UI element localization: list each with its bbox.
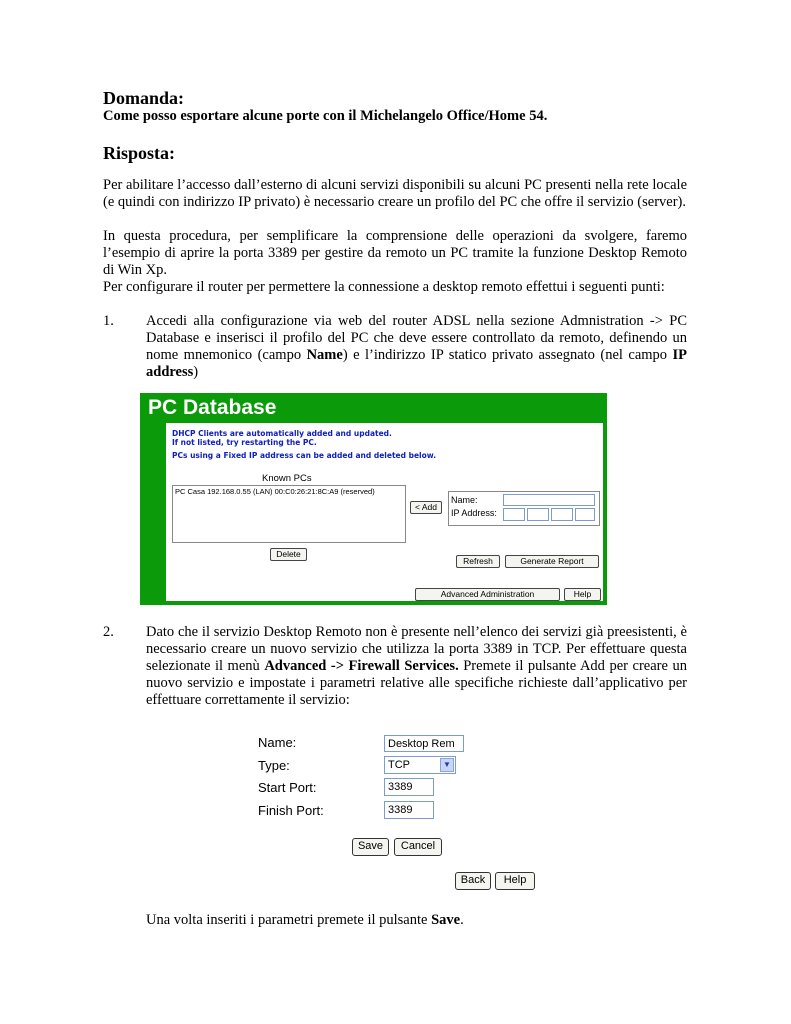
fw-name-label: Name: (258, 735, 297, 750)
closing-text: Una volta inseriti i parametri premete il pulsante Save. (146, 912, 464, 928)
answer-paragraph-1: Per abilitare l’accesso dall’esterno di alcuni servizi disponibili su alcuni PC presenti nella rete locale (e quindi con indirizzo IP privato) è necessario creare un profilo del PC che offre il servizio (server). (103, 177, 687, 210)
question-text: Come posso esportare alcune porte con il Michelangelo Office/Home 54. (103, 108, 548, 124)
pc-entry-box (448, 491, 600, 526)
step-1-number: 1. (103, 313, 114, 329)
save-button[interactable]: Save (352, 838, 389, 856)
answer-heading: Risposta: (103, 143, 176, 163)
pc-database-title: PC Database (148, 396, 277, 419)
delete-button[interactable]: Delete (270, 548, 307, 561)
question-heading: Domanda: (103, 88, 185, 108)
step-2-text: Dato che il servizio Desktop Remoto non è presente nell’elenco dei servizi già preesistenti, è necessario creare un nuovo servizio che utilizza la porta 3389 in TCP. Per effettuare questa selezionate il menù Advanced -> Firewall Services. Premete il pulsante Add per creare un nuovo servizio e impostate i parametri relative alle specifiche richieste dall’applicativo per effettuare correttamente il servizio: (146, 624, 687, 708)
answer-paragraph-3: Per configurare il router per permettere la connessione a desktop remoto effettui i seguenti punti: (103, 279, 665, 295)
save-ref: Save (431, 912, 461, 928)
info-line-3: PCs using a Fixed IP address can be added and deleted below. (172, 451, 437, 460)
fw-type-select[interactable] (384, 756, 456, 774)
step-2-number: 2. (103, 624, 114, 640)
ip-octet-2-input[interactable] (527, 508, 549, 521)
name-input[interactable] (503, 494, 595, 506)
back-button[interactable]: Back (455, 872, 491, 890)
info-line-2: If not listed, try restarting the PC. (172, 438, 317, 447)
ip-octet-1-input[interactable] (503, 508, 525, 521)
ip-field-ref: IP address (146, 347, 688, 380)
step-1-text: Accedi alla configurazione via web del router ADSL nella sezione Admnistration -> PC Database e inserisci il profilo del PC che deve essere controllato da remoto, definendo un nome mnemonico (campo Name) e l’indirizzo IP statico privato assegnato (nel campo IP address) (146, 313, 688, 380)
fw-start-port-label: Start Port: (258, 780, 317, 795)
fw-name-input[interactable]: Desktop Rem (384, 735, 464, 752)
known-pcs-label: Known PCs (262, 473, 312, 484)
ip-label: IP Address: (451, 508, 497, 518)
fw-start-port-input[interactable]: 3389 (384, 778, 434, 796)
add-button[interactable]: < Add (410, 501, 442, 514)
pc-database-panel (166, 423, 603, 601)
generate-report-button[interactable]: Generate Report (505, 555, 599, 568)
fw-type-label: Type: (258, 758, 290, 773)
pc-database-screenshot (140, 393, 607, 605)
fw-finish-port-input[interactable]: 3389 (384, 801, 434, 819)
name-field-ref: Name (306, 347, 343, 363)
fw-finish-port-label: Finish Port: (258, 803, 324, 818)
chevron-down-icon[interactable]: ▼ (440, 758, 454, 772)
fw-help-button[interactable]: Help (495, 872, 535, 890)
cancel-button[interactable]: Cancel (394, 838, 442, 856)
ip-octet-4-input[interactable] (575, 508, 595, 521)
known-pcs-list[interactable] (172, 485, 406, 543)
ip-octet-3-input[interactable] (551, 508, 573, 521)
info-line-1: DHCP Clients are automatically added and updated. (172, 429, 392, 438)
fw-type-value: TCP (388, 759, 410, 771)
list-item[interactable]: PC Casa 192.168.0.55 (LAN) 00:C0:26:21:8C:A9 (reserved) (175, 487, 375, 496)
refresh-button[interactable]: Refresh (456, 555, 500, 568)
help-button[interactable]: Help (564, 588, 601, 601)
firewall-services-ref: Advanced -> Firewall Services. (264, 658, 459, 674)
advanced-administration-button[interactable]: Advanced Administration (415, 588, 560, 601)
name-label: Name: (451, 495, 478, 505)
answer-paragraph-2: In questa procedura, per semplificare la comprensione delle operazioni da svolgere, faremo l’esempio di aprire la porta 3389 per gestire da remoto un PC tramite la funzione Desktop Remoto di Win Xp. (103, 228, 687, 278)
